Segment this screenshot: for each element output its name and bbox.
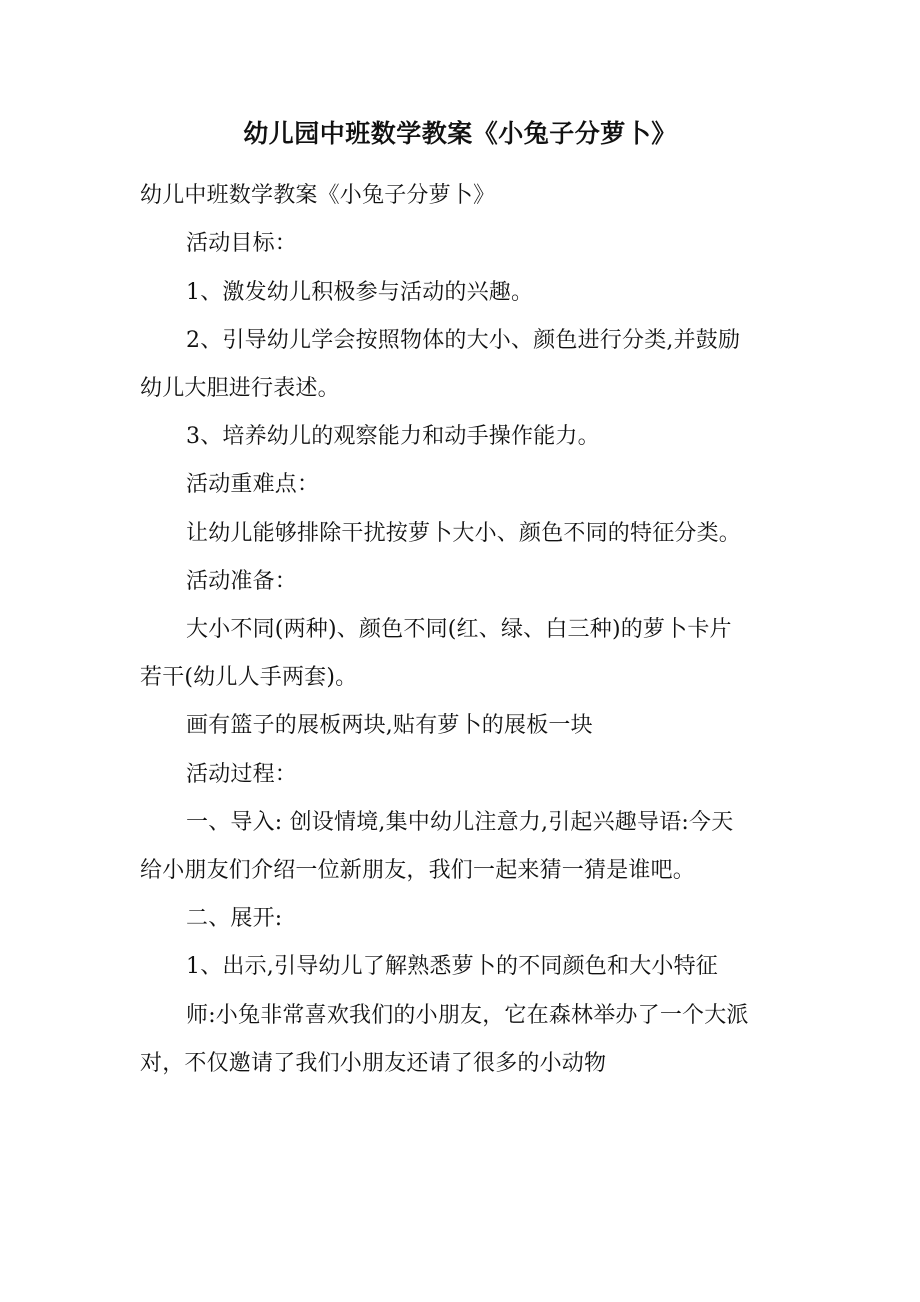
process-intro: 一、导入: 创设情境,集中幼儿注意力,引起兴趣导语:今天 [186,810,734,835]
key-points-text: 让幼儿能够排除干扰按萝卜大小、颜色不同的特征分类。 [186,521,742,546]
section-heading-process: 活动过程： [186,762,298,787]
preparation-text-1: 大小不同(两种)、颜色不同(红、绿、白三种)的萝卜卡片 [186,617,732,642]
section-heading-key-points: 活动重难点： [186,472,320,497]
preparation-text-2: 画有篮子的展板两块,贴有萝卜的展板一块 [186,713,593,738]
process-step-1: 1、出示,引导幼儿了解熟悉萝卜的不同颜色和大小特征 [186,954,718,979]
goal-item-2-cont: 幼儿大胆进行表述。 [140,376,340,401]
section-heading-goals: 活动目标： [186,231,298,256]
document-title: 幼儿园中班数学教案《小兔子分萝卜》 [243,119,677,148]
goal-item-2: 2、引导幼儿学会按照物体的大小、颜色进行分类,并鼓励 [186,328,741,353]
process-expand-heading: 二、展开: [186,906,283,931]
process-intro-cont: 给小朋友们介绍一位新朋友，我们一起来猜一猜是谁吧。 [140,858,696,883]
preparation-text-1-cont: 若干(幼儿人手两套)。 [140,665,358,690]
goal-item-3: 3、培养幼儿的观察能力和动手操作能力。 [186,424,600,449]
section-heading-preparation: 活动准备： [186,569,298,594]
goal-item-1: 1、激发幼儿积极参与活动的兴趣。 [186,280,534,305]
teacher-speech-cont: 对，不仅邀请了我们小朋友还请了很多的小动物 [140,1051,607,1076]
teacher-speech: 师:小兔非常喜欢我们的小朋友，它在森林举办了一个大派 [186,1003,749,1028]
subtitle-line: 幼儿中班数学教案《小兔子分萝卜》 [140,183,496,208]
